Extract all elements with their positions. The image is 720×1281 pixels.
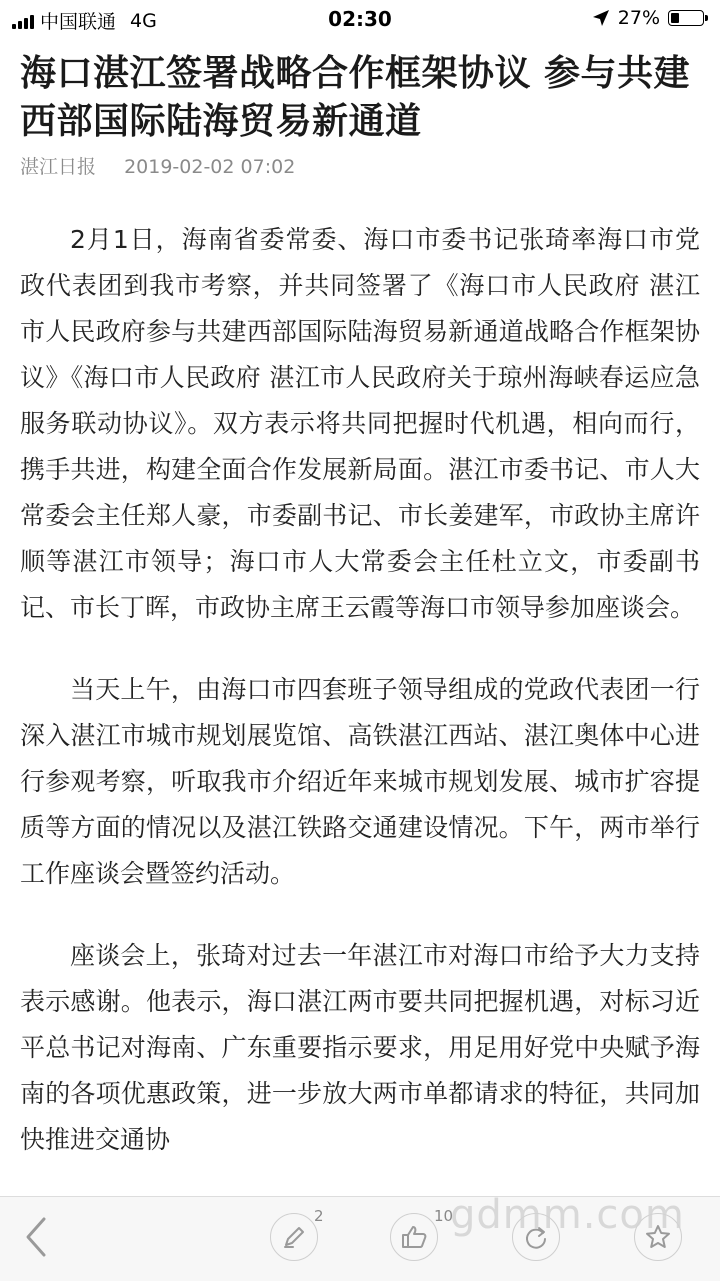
like-button[interactable]	[390, 1207, 454, 1261]
share-icon	[523, 1224, 549, 1250]
article-meta	[20, 152, 700, 179]
share-button[interactable]	[512, 1213, 560, 1261]
watermark: gdmm.com	[450, 1192, 685, 1238]
back-button[interactable]	[18, 1213, 66, 1261]
carrier-name: 中国联通	[40, 11, 117, 33]
location-arrow-icon	[592, 9, 610, 27]
network-type: 4G	[130, 9, 157, 32]
clock: 02:30	[328, 7, 392, 31]
pen-icon	[281, 1224, 307, 1250]
comment-count: 2	[314, 1207, 324, 1225]
thumbs-up-icon	[400, 1224, 428, 1250]
back-icon	[18, 1213, 58, 1261]
favorite-button[interactable]	[634, 1213, 682, 1261]
battery-icon	[668, 10, 704, 26]
like-count: 10	[434, 1207, 454, 1225]
article-source: 湛江日报	[20, 156, 97, 178]
status-bar	[0, 0, 720, 38]
paragraph: 座谈会上，张琦对过去一年湛江市对海口市给予大力支持表示感谢。他表示，海口湛江两市要共同把握机遇，对标习近平总书记对海南、广东重要指示要求，用足用好党中央赋予海南的各项优惠政策，进一步放大两市单都请求的特征，共同加快推进交通协	[20, 941, 700, 1154]
article-title: 海口湛江签署战略合作框架协议 参与共建西部国际陆海贸易新通道	[20, 53, 691, 142]
bottom-toolbar	[0, 1196, 720, 1281]
star-icon	[644, 1223, 672, 1251]
paragraph: 当天上午，由海口市四套班子领导组成的党政代表团一行深入湛江市城市规划展览馆、高铁湛江西站、湛江奥体中心进行参观考察，听取我市介绍近年来城市规划发展、城市扩容提质等方面的情况以及湛江铁路交通建设情况。下午，两市举行工作座谈会暨签约活动。	[20, 675, 700, 888]
battery-percent: 27%	[617, 7, 660, 29]
paragraph: 2月1日，海南省委常委、海口市委书记张琦率海口市党政代表团到我市考察，并共同签署了《海口市人民政府 湛江市人民政府参与共建西部国际陆海贸易新通道战略合作框架协议》《海口市人民政府 湛江市人民政府关于琼州海峡春运应急服务联动协议》。双方表示将共同把握时代机遇，相向而行，携手共进，构建全面合作发展新局面。湛江市委书记、市人大常委会主任郑人豪，市委副书记、市长姜建军，市政协主席许顺等湛江市领导；海口市人大常委会主任杜立文，市委副书记、市长丁晖，市政协主席王云霞等海口市领导参加座谈会。	[20, 225, 700, 622]
article-date: 2019-02-02 07:02	[124, 156, 296, 178]
article-body	[20, 217, 700, 1163]
article	[20, 50, 700, 1199]
comment-button[interactable]	[270, 1207, 324, 1261]
